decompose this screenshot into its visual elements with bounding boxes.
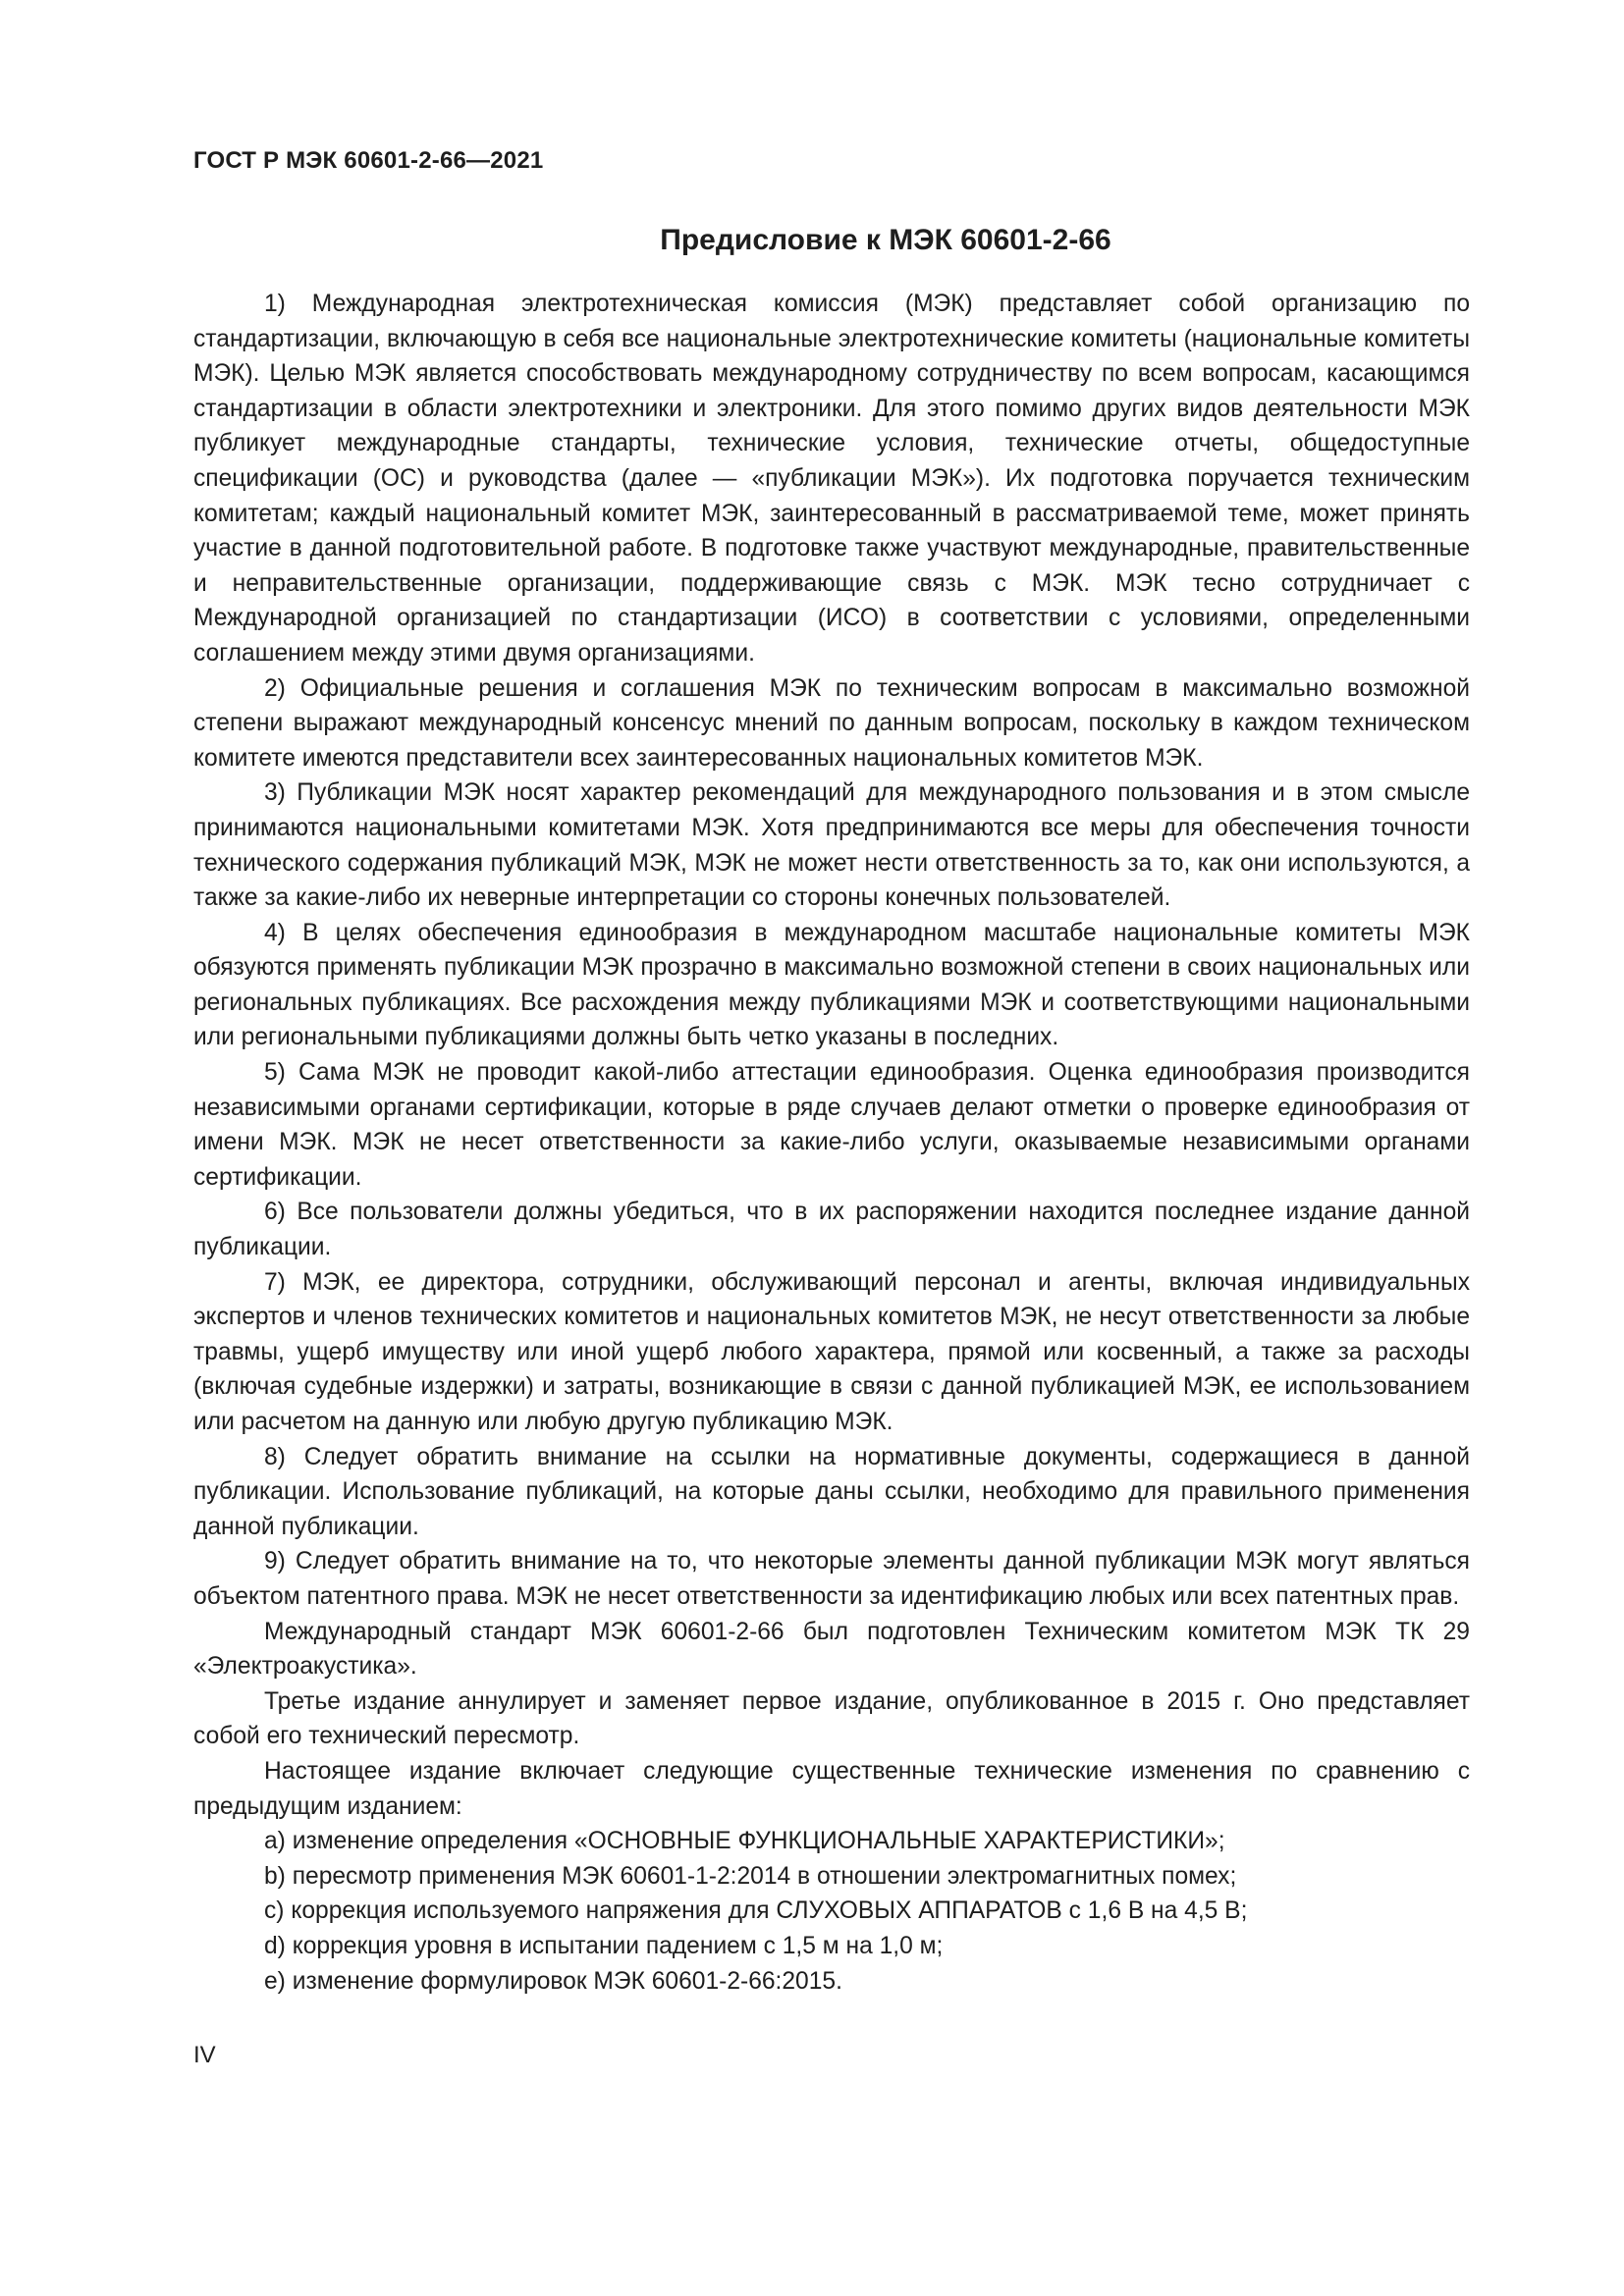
foreword-paragraph-1: 1) Международная электротехническая комиссия (МЭК) представляет собой организацию по стандартизации, включающую в себя все национальные электротехнические комитеты (национальные комитеты МЭК). Целью МЭК является способствовать международному сотрудничеству по всем вопросам, касающимся стандартизации в области электротехники и электроники. Для этого помимо других видов деятельности МЭК публикует международные стандарты, технические условия, технические отчеты, общедоступные спецификации (ОС) и руководства (далее — «публикации МЭК»). Их подготовка поручается техническим комитетам; каждый национальный комитет МЭК, заинтересованный в рассматриваемой теме, может принять участие в данной подготовительной работе. В подготовке также участвуют международные, правительственные и неправительственные организации, поддерживающие связь с МЭК. МЭК тесно сотрудничает с Международной организацией по стандартизации (ИСО) в соответствии с условиями, определенными соглашением между этими двумя организациями. <box>193 291 1470 667</box>
standard-id-header: ГОСТ Р МЭК 60601-2-66—2021 <box>193 147 544 174</box>
section-title: Предисловие к МЭК 60601-2-66 <box>660 224 1111 256</box>
foreword-paragraph-2: 2) Официальные решения и соглашения МЭК по техническим вопросам в максимально возможной степени выражают международный консенсус мнений по данным вопросам, поскольку в каждом техническом комитете имеются представители всех заинтересованных национальных комитетов МЭК. <box>193 674 1470 772</box>
foreword-paragraph-3: 3) Публикации МЭК носят характер рекомендаций для международного пользования и в этом смысле принимаются национальными комитетами МЭК. Хотя предпринимаются все меры для обеспечения точности технического содержания публикаций МЭК, МЭК не может нести ответственность за то, как они используются, а также за какие-либо их неверные интерпретации со стороны конечных пользователей. <box>193 779 1470 912</box>
change-item-e: e) изменение формулировок МЭК 60601-2-66:2015. <box>264 1967 842 1995</box>
foreword-paragraph-9: 9) Следует обратить внимание на то, что некоторые элементы данной публикации МЭК могут являться объектом патентного права. МЭК не несет ответственности за идентификацию любых или всех патентных прав. <box>193 1548 1470 1610</box>
preparation-paragraph: Международный стандарт МЭК 60601-2-66 был подготовлен Техническим комитетом МЭК ТК 29 «Электроакустика». <box>193 1618 1470 1681</box>
change-item-a: a) изменение определения «ОСНОВНЫЕ ФУНКЦИОНАЛЬНЫЕ ХАРАКТЕРИСТИКИ»; <box>264 1828 1225 1855</box>
foreword-paragraph-7: 7) МЭК, ее директора, сотрудники, обслуживающий персонал и агенты, включая индивидуальных экспертов и членов технических комитетов и национальных комитетов МЭК, не несут ответственности за любые травмы, ущерб имуществу или иной ущерб любого характера, прямой или косвенный, а также за расходы (включая судебные издержки) и затраты, возникающие в связи с данной публикацией МЭК, ее использованием или расчетом на данную или любую другую публикацию МЭК. <box>193 1268 1470 1435</box>
change-item-c: c) коррекция используемого напряжения для СЛУХОВЫХ АППАРАТОВ с 1,6 В на 4,5 В; <box>264 1897 1248 1925</box>
change-item-d: d) коррекция уровня в испытании падением с 1,5 м на 1,0 м; <box>264 1932 944 1959</box>
foreword-paragraph-6: 6) Все пользователи должны убедиться, что в их распоряжении находится последнее издание данной публикации. <box>193 1199 1470 1261</box>
changes-intro-paragraph: Настоящее издание включает следующие существенные технические изменения по сравнению с предыдущим изданием: <box>193 1757 1470 1820</box>
change-item-b: b) пересмотр применения МЭК 60601-1-2:2014 в отношении электромагнитных помех; <box>264 1862 1237 1890</box>
foreword-body <box>193 287 1470 1999</box>
foreword-paragraph-5: 5) Сама МЭК не проводит какой-либо аттестации единообразия. Оценка единообразия производится независимыми органами сертификации, которые в ряде случаев делают отметки о проверке единообразия от имени МЭК. МЭК не несет ответственности за какие-либо услуги, оказываемые независимыми органами сертификации. <box>193 1059 1470 1191</box>
page-number: IV <box>193 2042 216 2068</box>
foreword-paragraph-8: 8) Следует обратить внимание на ссылки на нормативные документы, содержащиеся в данной публикации. Использование публикаций, на которые даны ссылки, необходимо для правильного применения данной публикации. <box>193 1443 1470 1540</box>
foreword-paragraph-4: 4) В целях обеспечения единообразия в международном масштабе национальные комитеты МЭК обязуются применять публикации МЭК прозрачно в максимально возможной степени в своих национальных или региональных публикациях. Все расхождения между публикациями МЭК и соответствующими национальными или региональными публикациями должны быть четко указаны в последних. <box>193 919 1470 1051</box>
edition-paragraph: Третье издание аннулирует и заменяет первое издание, опубликованное в 2015 г. Оно представляет собой его технический пересмотр. <box>193 1687 1470 1750</box>
